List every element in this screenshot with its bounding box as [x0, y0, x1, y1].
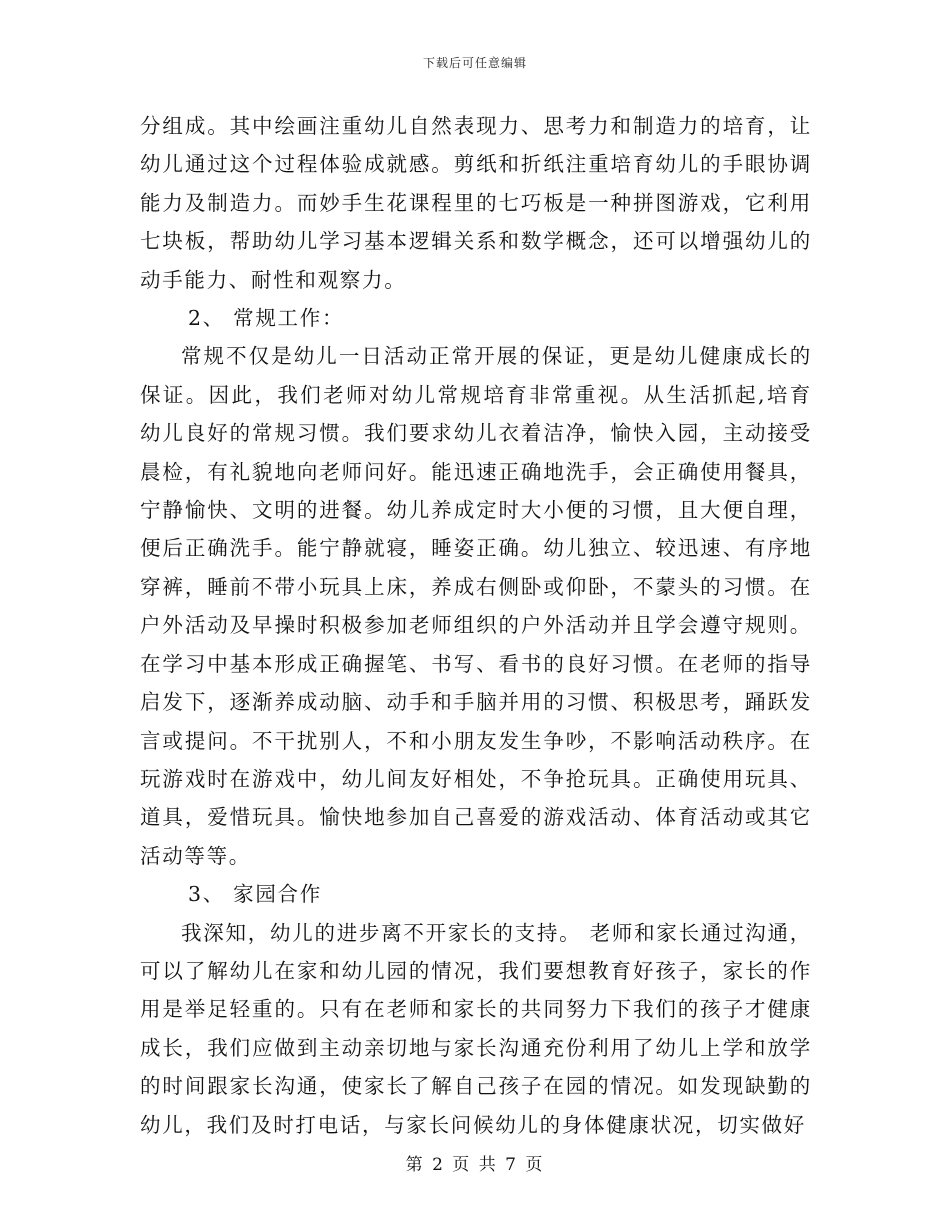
home-school-cooperation-paragraph: 我深知，幼儿的进步离不开家长的支持。 老师和家长通过沟通，可以了解幼儿在家和幼儿园的情况，我们要想教育好孩子，家长的作用是举足轻重的。只有在老师和家长的共同努力下我们的孩子才健康成长，我们应做到主动亲切地与家长沟通充份利用了幼儿上学和放学的时间跟家长沟通，使家长了解自己孩子在园的情况。如发现缺勤的幼儿，我们及时打电话，与家长问候幼儿的身体健康状况，切实做好: [140, 920, 812, 1137]
section-heading-routine-work: 2、 常规工作：: [188, 306, 345, 331]
page-number: 第 2 页 共 7 页: [405, 1155, 545, 1175]
page-header: 下载后可任意编辑: [422, 56, 527, 70]
document-body: [140, 107, 812, 1144]
section-heading-home-school-cooperation: 3、 家园合作: [188, 882, 322, 907]
intro-paragraph: 分组成。其中绘画注重幼儿自然表现力、思考力和制造力的培育，让幼儿通过这个过程体验成就感。剪纸和折纸注重培育幼儿的手眼协调能力及制造力。而妙手生花课程里的七巧板是一种拼图游戏，它利用七块板，帮助幼儿学习基本逻辑关系和数学概念，还可以增强幼儿的动手能力、耐性和观察力。: [140, 114, 812, 292]
routine-work-paragraph: 常规不仅是幼儿一日活动正常开展的保证，更是幼儿健康成长的保证。因此，我们老师对幼儿常规培育非常重视。从生活抓起,培育幼儿良好的常规习惯。我们要求幼儿衣着洁净，愉快入园，主动接受晨检，有礼貌地向老师问好。能迅速正确地洗手，会正确使用餐具，宁静愉快、文明的进餐。幼儿养成定时大小便的习惯，且大便自理，便后正确洗手。能宁静就寝，睡姿正确。幼儿独立、较迅速、有序地穿裤，睡前不带小玩具上床，养成右侧卧或仰卧，不蒙头的习惯。在户外活动及早操时积极参加老师组织的户外活动并且学会遵守规则。在学习中基本形成正确握笔、书写、看书的良好习惯。在老师的指导启发下，逐渐养成动脑、动手和手脑并用的习惯、积极思考，踊跃发言或提问。不干扰别人，不和小朋友发生争吵，不影响活动秩序。在玩游戏时在游戏中，幼儿间友好相处，不争抢玩具。正确使用玩具、道具，爱惜玩具。愉快地参加自己喜爱的游戏活动、体育活动或其它活动等等。: [140, 344, 812, 868]
